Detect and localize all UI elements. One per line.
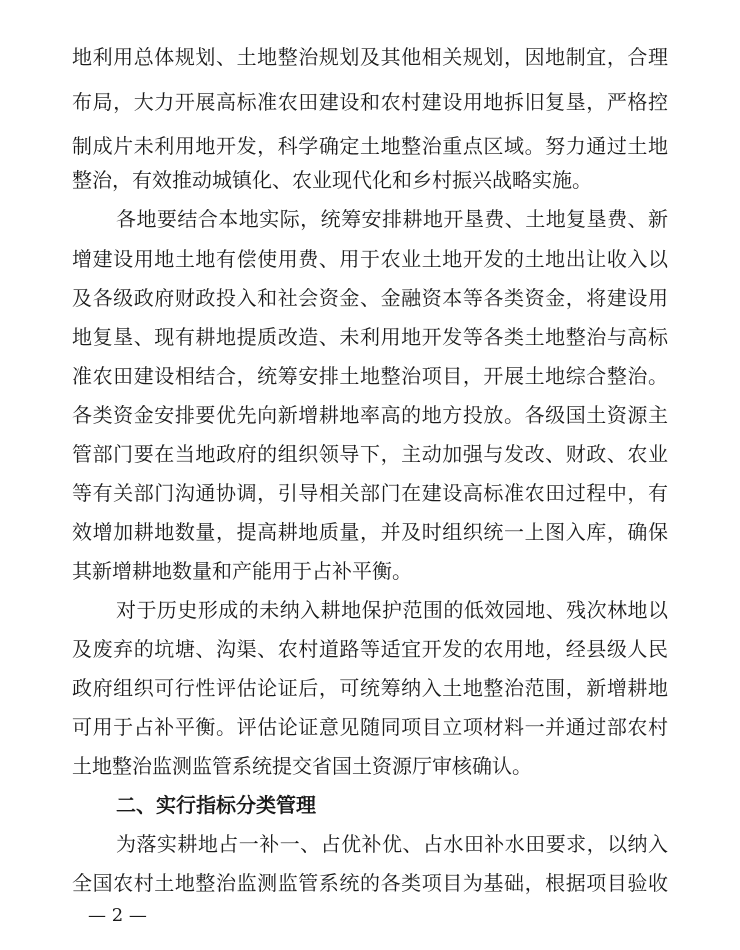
paragraph-2-line-10: 其新增耕地数量和产能用于占补平衡。 (72, 559, 412, 583)
paragraph-2-line-8: 等有关部门沟通协调，引导相关部门在建设高标准农田过程中，有 (72, 481, 668, 505)
paragraph-2-line-4: 地复垦、现有耕地提质改造、未利用地开发等各类土地整治与高标 (72, 325, 668, 349)
paragraph-3-line-3: 政府组织可行性评估论证后，可统筹纳入土地整治范围，新增耕地 (72, 676, 668, 700)
paragraph-2-line-1: 各地要结合本地实际，统筹安排耕地开垦费、土地复垦费、新 (116, 207, 668, 231)
paragraph-3-line-4: 可用于占补平衡。评估论证意见随同项目立项材料一并通过部农村 (72, 715, 668, 739)
paragraph-2-line-6: 各类资金安排要优先向新增耕地率高的地方投放。各级国土资源主 (72, 403, 668, 427)
final-paragraph-line-2: 全国农村土地整治监测监管系统的各类项目为基础，根据项目验收 (72, 871, 668, 895)
paragraph-1-line-2: 布局，大力开展高标准农田建设和农村建设用地拆旧复垦，严格控 (72, 90, 668, 114)
final-paragraph-line-1: 为落实耕地占一补一、占优补优、占水田补水田要求，以纳入 (116, 832, 668, 856)
paragraph-2-line-9: 效增加耕地数量，提高耕地质量，并及时组织统一上图入库，确保 (72, 520, 668, 544)
paragraph-3-line-1: 对于历史形成的未纳入耕地保护范围的低效园地、残次林地以 (116, 598, 668, 622)
paragraph-2-line-3: 及各级政府财政投入和社会资金、金融资本等各类资金，将建设用 (72, 286, 668, 310)
paragraph-2-line-2: 增建设用地土地有偿使用费、用于农业土地开发的土地出让收入以 (72, 247, 668, 271)
paragraph-3-line-5: 土地整治监测监管系统提交省国土资源厅审核确认。 (72, 754, 532, 778)
paragraph-2-line-5: 准农田建设相结合，统筹安排土地整治项目，开展土地综合整治。 (72, 364, 668, 388)
paragraph-2-line-7: 管部门要在当地政府的组织领导下，主动加强与发改、财政、农业 (72, 442, 668, 466)
section-heading: 二、实行指标分类管理 (116, 793, 316, 817)
paragraph-1-line-1: 地利用总体规划、土地整治规划及其他相关规划，因地制宜，合理 (72, 45, 668, 69)
paragraph-3-line-2: 及废弃的坑塘、沟渠、农村道路等适宜开发的农用地，经县级人民 (72, 637, 668, 661)
paragraph-1-line-4: 整治，有效推动城镇化、农业现代化和乡村振兴战略实施。 (72, 168, 592, 192)
page-number: — 2 — (88, 905, 147, 926)
paragraph-1-line-3: 制成片未利用地开发，科学确定土地整治重点区域。努力通过土地 (72, 134, 668, 158)
